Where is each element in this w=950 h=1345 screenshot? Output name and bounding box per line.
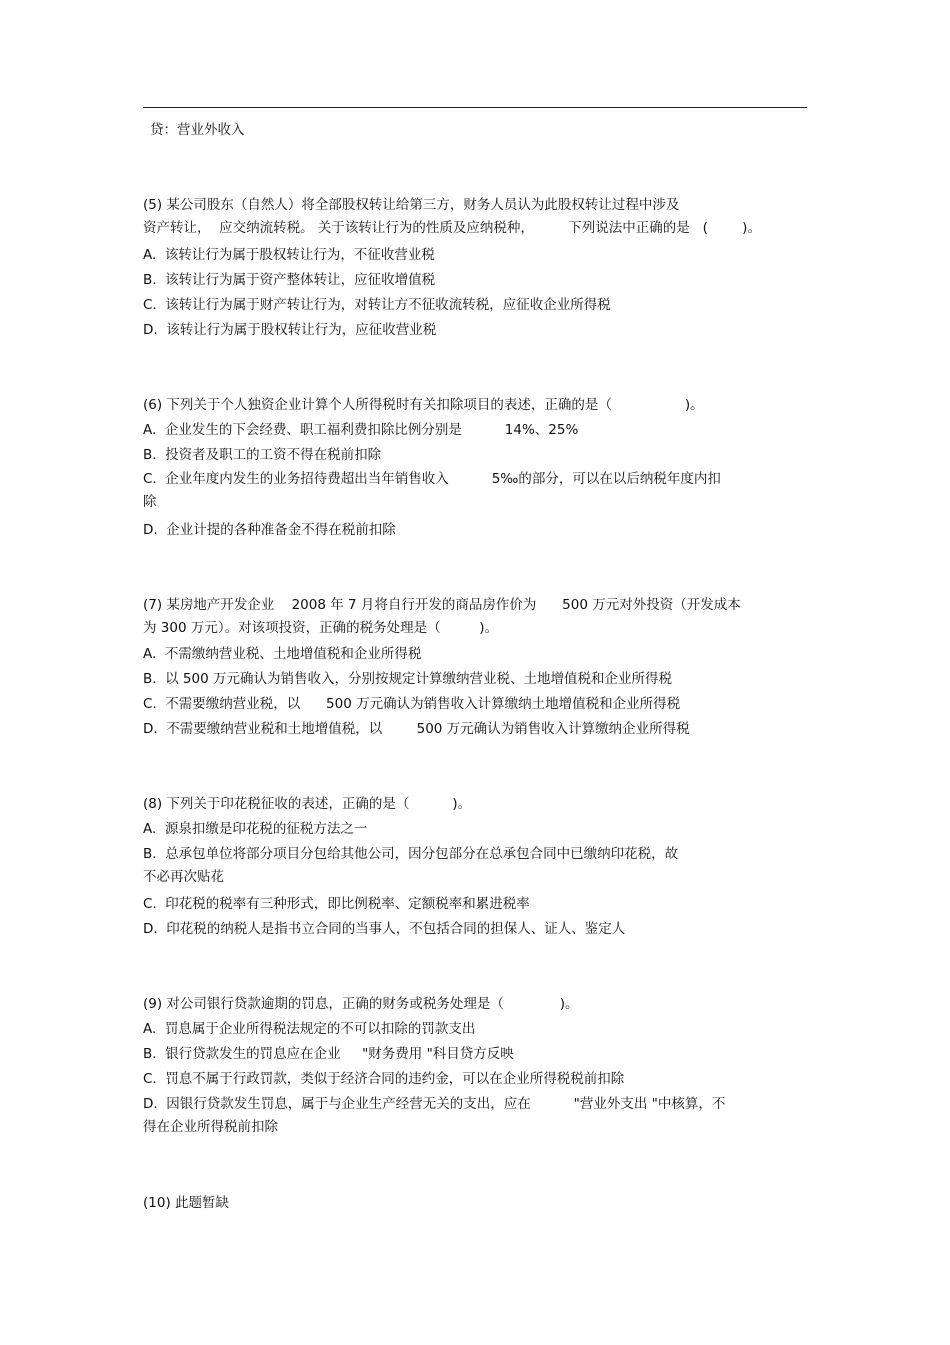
option-c-continued: 除 (143, 494, 157, 510)
option-d-continued: 得在企业所得税前扣除 (143, 1119, 278, 1135)
option-a: A. 该转让行为属于股权转让行为，不征收营业税 (143, 247, 435, 263)
question-stem: (10) 此题暂缺 (143, 1195, 230, 1211)
question-stem: (8) 下列关于印花税征收的表述，正确的是（ )。 (143, 796, 472, 812)
question-stem: (5) 某公司股东（自然人）将全部股权转让给第三方，财务人员认为此股权转让过程中涉及 (143, 197, 680, 213)
question-stem: (7) 某房地产开发企业 2008 年 7 月将自行开发的商品房作价为 500 万元对外投资（开发成本 (143, 597, 741, 613)
option-d: D. 该转让行为属于股权转让行为，应征收营业税 (143, 322, 437, 338)
option-d: D. 企业计提的各种准备金不得在税前扣除 (143, 522, 396, 538)
option-d: D. 不需要缴纳营业税和土地增值税，以 500 万元确认为销售收入计算缴纳企业所得税 (143, 721, 690, 737)
option-c: C. 企业年度内发生的业务招待费超出当年销售收入 5‰的部分，可以在以后纳税年度内扣 (143, 471, 721, 487)
option-b: B. 投资者及职工的工资不得在税前扣除 (143, 447, 382, 463)
question-stem: 为 300 万元）。对该项投资，正确的税务处理是（ )。 (143, 620, 498, 636)
option-c: C. 罚息不属于行政罚款，类似于经济合同的违约金，可以在企业所得税税前扣除 (143, 1071, 625, 1087)
intro-line: 贷：营业外收入 (150, 122, 245, 138)
option-a: A. 企业发生的下会经费、职工福利费扣除比例分别是 14%、25% (143, 422, 579, 438)
option-c: C. 印花税的税率有三种形式，即比例税率、定额税率和累进税率 (143, 896, 530, 912)
option-b-continued: 不必再次贴花 (143, 869, 224, 885)
option-c: C. 不需要缴纳营业税，以 500 万元确认为销售收入计算缴纳土地增值税和企业所得税 (143, 696, 681, 712)
question-stem: (9) 对公司银行贷款逾期的罚息，正确的财务或税务处理是（ )。 (143, 996, 579, 1012)
question-stem: 资产转让， 应交纳流转税。 关于该转让行为的性质及应纳税种， 下列说法中正确的是 ( )。 (143, 220, 761, 236)
option-b: B. 总承包单位将部分项目分包给其他公司，因分包部分在总承包合同中已缴纳印花税，故 (143, 846, 679, 862)
option-a: A. 罚息属于企业所得税法规定的不可以扣除的罚款支出 (143, 1021, 476, 1037)
option-d: D. 印花税的纳税人是指书立合同的当事人，不包括合同的担保人、证人、鉴定人 (143, 921, 626, 937)
option-c: C. 该转让行为属于财产转让行为，对转让方不征收流转税，应征收企业所得税 (143, 297, 611, 313)
header-divider (143, 107, 807, 108)
option-b: B. 以 500 万元确认为销售收入，分别按规定计算缴纳营业税、土地增值税和企业所得税 (143, 671, 672, 687)
option-a: A. 不需缴纳营业税、土地增值税和企业所得税 (143, 646, 422, 662)
option-b: B. 银行贷款发生的罚息应在企业 "财务费用 "科目贷方反映 (143, 1046, 514, 1062)
option-b: B. 该转让行为属于资产整体转让，应征收增值税 (143, 272, 436, 288)
option-a: A. 源泉扣缴是印花税的征税方法之一 (143, 821, 368, 837)
question-stem: (6) 下列关于个人独资企业计算个人所得税时有关扣除项目的表述，正确的是（ )。 (143, 397, 704, 413)
option-d: D. 因银行贷款发生罚息，属于与企业生产经营无关的支出，应在 "营业外支出 "中核算，不 (143, 1096, 726, 1112)
